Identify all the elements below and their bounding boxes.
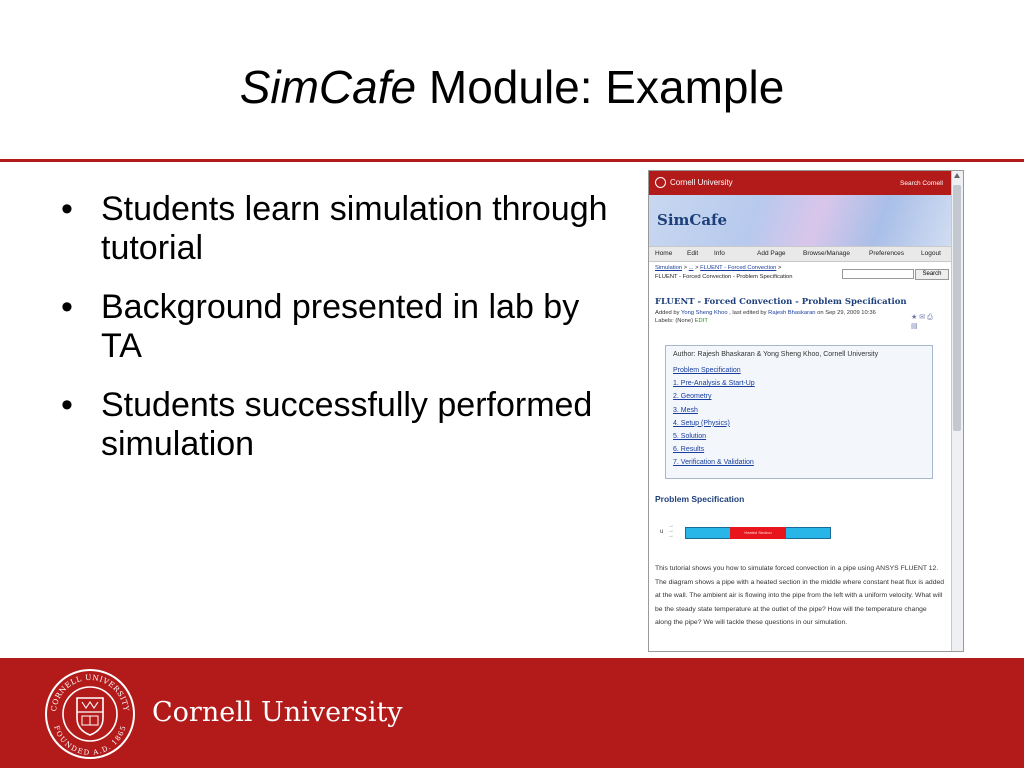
slide-title-rest: Module: Example	[416, 61, 785, 113]
scroll-up-icon[interactable]	[954, 173, 960, 178]
bullet-item	[58, 190, 628, 268]
bullet-text: Background presented in lab by TA	[101, 288, 580, 365]
star-icon[interactable]: ★	[911, 314, 918, 321]
inlet-velocity-label: u	[660, 529, 664, 535]
seal-text-top: CORNELL UNIVERSITY	[49, 672, 131, 712]
nav-logout[interactable]: Logout	[921, 250, 941, 257]
nav-add-page[interactable]: Add Page	[757, 250, 786, 257]
bullet-dot: •	[61, 190, 73, 228]
labels-edit-link[interactable]: EDIT	[694, 318, 708, 324]
search-input[interactable]	[842, 269, 914, 279]
intro-paragraph: This tutorial shows you how to simulate forced convection in a pipe using ANSYS FLUENT 12. The diagram shows a pipe with a heated section in the middle where constant heat flux is added at the wall. The ambient air is flowing into the pipe from the left with a uniform velocity. What will be the steady state temperature at the outlet of the pipe? How will the temperature change along the pipe? We will tackle these questions in our simulation.	[655, 565, 945, 627]
bullet-item	[58, 386, 628, 464]
nav-browse-manage[interactable]: Browse/Manage	[803, 250, 850, 257]
bullet-text: Students successfully performed simulation	[101, 386, 593, 463]
toc-link[interactable]: 5. Solution	[673, 433, 707, 441]
cornell-top-bar	[649, 171, 951, 195]
table-of-contents	[665, 345, 933, 479]
section-heading: Problem Specification	[655, 494, 745, 504]
nav-home[interactable]: Home	[655, 250, 673, 257]
breadcrumb-separator: >	[693, 265, 701, 271]
export-icon[interactable]: ▤	[911, 323, 918, 330]
breadcrumb-ellipsis[interactable]: ...	[688, 265, 694, 271]
breadcrumb-simulation[interactable]: Simulation	[655, 265, 683, 271]
toc-author: Author: Rajesh Bhaskaran & Yong Sheng Khoo, Cornell University	[673, 351, 879, 358]
title-divider	[0, 159, 1024, 162]
toc-link[interactable]: 2. Geometry	[673, 393, 712, 401]
heated-section: Heated Section	[730, 527, 786, 539]
bullet-list	[58, 190, 628, 484]
nav-info[interactable]: Info	[714, 250, 725, 257]
author-link[interactable]: Yong Sheng Khoo	[681, 310, 728, 316]
scrollbar-thumb[interactable]	[953, 185, 961, 431]
labels-label: Labels:	[655, 318, 676, 324]
labels-value: (None)	[675, 318, 695, 324]
meta-date: on Sep 29, 2009 10:36	[815, 310, 876, 316]
breadcrumb-parent[interactable]: FLUENT - Forced Convection	[700, 265, 777, 271]
toc-link[interactable]: 1. Pre-Analysis & Start-Up	[673, 380, 755, 388]
footer-university-name: Cornell University	[152, 697, 403, 728]
mail-icon[interactable]: ✉	[919, 314, 926, 321]
meta-added-label: Added by	[655, 310, 682, 316]
nav-edit[interactable]: Edit	[687, 250, 699, 257]
bullet-dot: •	[61, 386, 73, 424]
toc-link[interactable]: 7. Verification & Validation	[673, 459, 754, 467]
editor-link[interactable]: Rajesh Bhaskaran	[768, 310, 816, 316]
toc-link[interactable]: 6. Results	[673, 446, 705, 454]
search-button[interactable]: Search	[915, 269, 949, 280]
page-tools	[911, 313, 933, 330]
slide-title-italic: SimCafe	[239, 61, 417, 113]
nav-preferences[interactable]: Preferences	[869, 250, 905, 257]
seal-text-bottom: FOUNDED A.D. 1865	[52, 724, 128, 757]
site-name[interactable]: SimCafe	[657, 211, 728, 229]
cornell-seal-icon	[44, 668, 136, 760]
meta-edited-label: , last edited by	[727, 310, 769, 316]
bullet-text: Students learn simulation through tutorial	[101, 190, 608, 267]
page-title: FLUENT - Forced Convection - Problem Specification	[655, 297, 907, 307]
site-nav	[649, 246, 951, 262]
breadcrumb	[655, 264, 835, 281]
page-meta	[655, 309, 905, 325]
bullet-dot: •	[61, 288, 73, 326]
breadcrumb-current: FLUENT - Forced Convection - Problem Specification	[655, 273, 793, 280]
breadcrumb-separator: >	[682, 265, 689, 271]
svg-text:CORNELL UNIVERSITY	[49, 673, 131, 712]
simcafe-banner	[649, 195, 951, 251]
print-icon[interactable]: ⎙	[927, 314, 933, 321]
vertical-scrollbar[interactable]	[951, 171, 963, 651]
slide-title	[0, 62, 1024, 113]
breadcrumb-separator: >	[776, 265, 782, 271]
search-cornell-link[interactable]: Search Cornell	[900, 180, 943, 187]
toc-link[interactable]: 4. Setup (Physics)	[673, 419, 730, 427]
toc-link[interactable]: Problem Specification	[673, 367, 741, 374]
cornell-top-bar-name[interactable]: Cornell University	[670, 178, 733, 187]
toc-link[interactable]: 3. Mesh	[673, 406, 698, 414]
flow-arrows-icon: → → →	[668, 523, 674, 539]
bullet-item	[58, 288, 628, 366]
cornell-seal-icon	[655, 177, 666, 188]
simcafe-screenshot	[648, 170, 964, 652]
